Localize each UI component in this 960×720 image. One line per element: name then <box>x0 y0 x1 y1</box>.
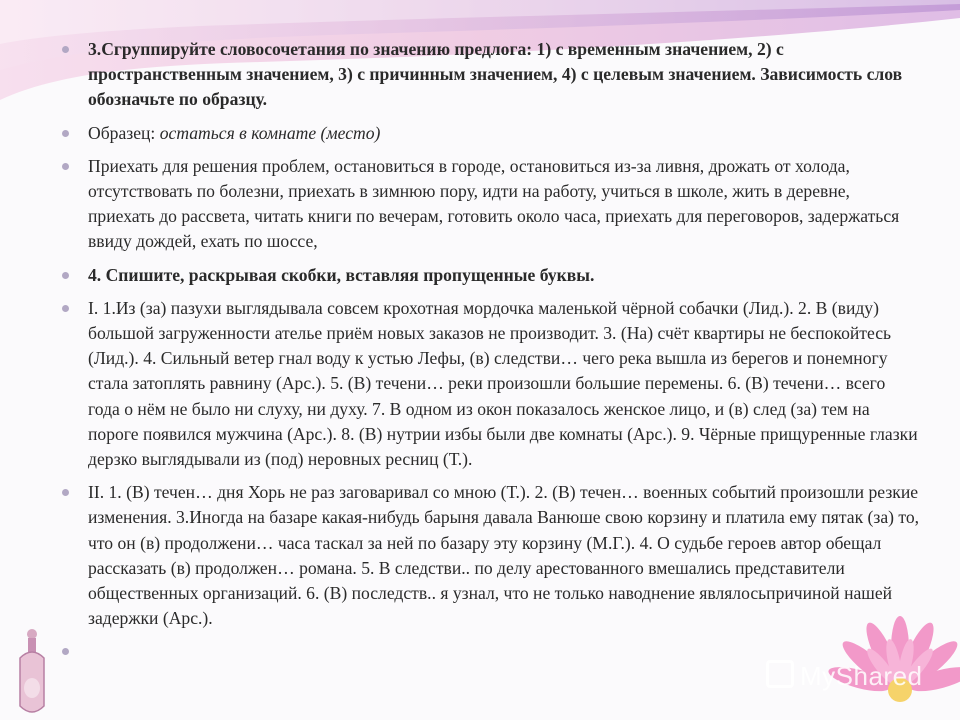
bullet-icon <box>62 648 69 655</box>
exercise-part-2 <box>60 480 920 631</box>
task-text: I. 1.Из (за) пазухи выглядывала совсем крохотная мордочка маленькой чёрной собачки (Лид.). 2. В (виду) большой загруженности ателье приём новых заказов не производит. 3. (На) счёт квартиры не беспокойтесь (Лид.). 4. Сильный ветер гнал воду к устью Лефы, (в) следстви… чего река вышла из берегов и понемногу стала затоплять равнину (Арс.). 5. (В) течени… реки произошли большие перемены. 6. (В) течени… всего года о нём не было ни слуху, ни духу. 7. В одном из окон показалось женское лицо, и (в) след (за) тем на пороге появился мужчина (Арс.). 8. (В) нутрии избы были две комнаты (Арс.). 9. Чёрные прищуренные глазки дерзко выглядывали из (под) неровных ресниц (Т.). <box>88 297 918 470</box>
task-text: 4. Спишите, раскрывая скобки, вставляя пропущенные буквы. <box>88 264 595 285</box>
task-3-heading <box>60 37 920 113</box>
watermark-text: MyShared <box>800 661 923 691</box>
phrase-list <box>60 154 920 255</box>
bullet-icon <box>62 489 69 496</box>
bullet-icon <box>62 46 69 53</box>
sample-term: остаться в комнате (место) <box>159 122 381 143</box>
watermark-icon <box>766 660 794 688</box>
exercise-part-1 <box>60 296 920 472</box>
sample-label: Образец: <box>88 122 156 143</box>
watermark <box>766 660 923 692</box>
bullet-icon <box>62 272 69 279</box>
bullet-icon <box>62 163 69 170</box>
task-text: II. 1. (В) течен… дня Хорь не раз заговаривал со мною (Т.). 2. (В) течен… военных событий произошли резкие изменения. 3.Иногда на базаре какая-нибудь барыня давала Ванюше свою корзину и платила ему пятак (за) то, что он (в) продолжени… часа таскал за ней по базару эту корзину (М.Г.). 4. О судьбе героев автор обещал рассказать (в) продолжен… романа. 5. В следстви.. по делу арестованного вмешались представители общественных организаций. 6. (В) последств.. я узнал, что не только наводнение являлосьпричиной нашей задержки (Арс.). <box>88 482 920 629</box>
sample-item <box>60 121 920 146</box>
task-4-heading <box>60 263 920 288</box>
bullet-icon <box>62 305 69 312</box>
task-text: 3.Сгруппируйте словосочетания по значению предлога: 1) с временным значением, 2) с пространственным значением, 3) с причинным значением, 4) с целевым значением. Зависимость слов обозначьте по образцу. <box>88 39 903 110</box>
task-text: Приехать для решения проблем, остановиться в городе, остановиться из-за ливня, дрожать от холода, отсутствовать по болезни, приехать в зимнюю пору, идти на работу, учиться в школе, жить в деревне, приехать до рассвета, читать книги по вечерам, готовить около часа, приехать для переговоров, задержаться ввиду дождей, ехать по шоссе, <box>88 155 900 252</box>
perfume-bottle-icon <box>14 628 50 720</box>
task-list <box>60 37 920 639</box>
bullet-icon <box>62 130 69 137</box>
